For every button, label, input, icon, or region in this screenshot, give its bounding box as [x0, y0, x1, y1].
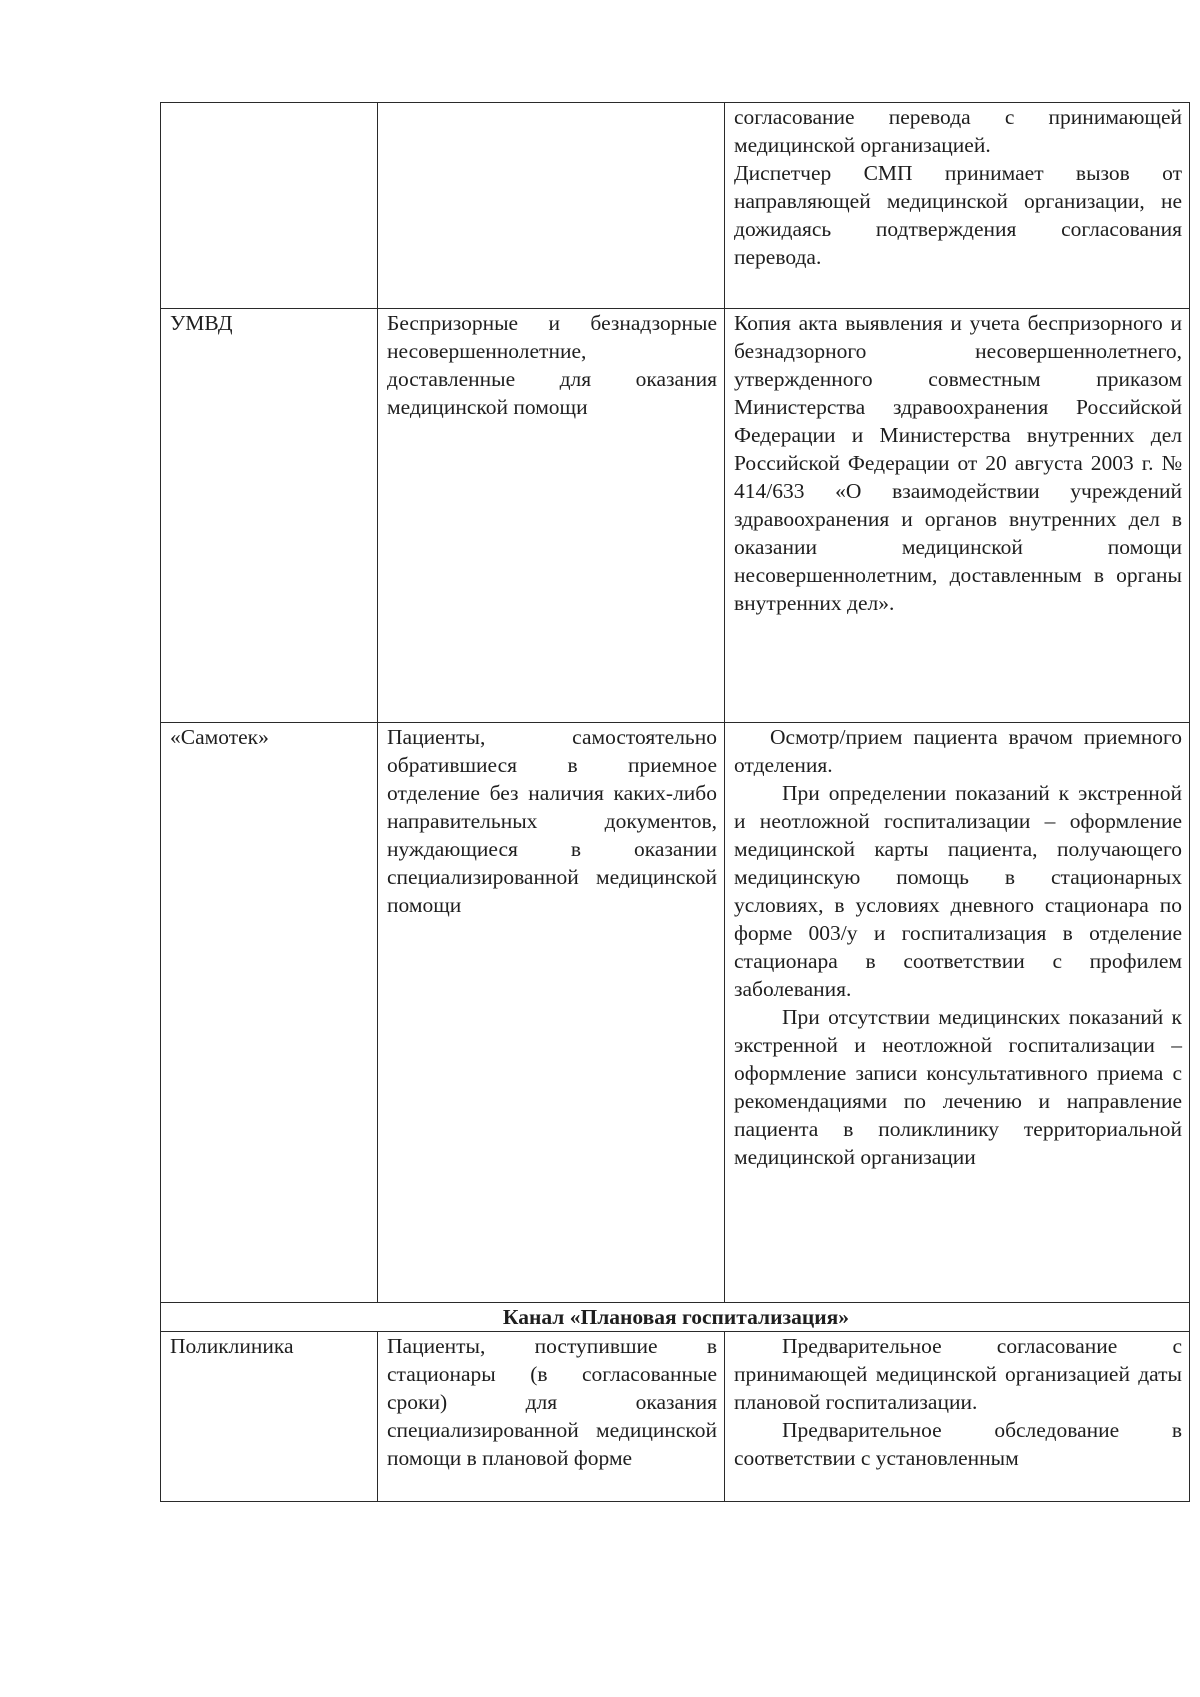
hospitalization-table: [160, 102, 1190, 1502]
source-cell: Поликлиника: [161, 1332, 378, 1502]
table-row: [161, 723, 1190, 1303]
table-row: [161, 1332, 1190, 1502]
contingent-cell: [378, 103, 725, 309]
channel-title: Канал «Плановая госпитализация»: [161, 1303, 1190, 1332]
source-cell: «Самотек»: [161, 723, 378, 1303]
action-paragraph: При определении показаний к экстренной и неотложной госпитализации – оформление медицинской карты пациента, получающего медицинскую помощь в стационарных условиях, в условиях дневного стационара по форме 003/у и госпитализация в отделение стационара в соответствии с профилем заболевания.: [734, 781, 1182, 1001]
action-paragraph: Копия акта выявления и учета беспризорного и безнадзорного несовершеннолетнего, утвержденного совместным приказом Министерства здравоохранения Российской Федерации и Министерства внутренних дел Российской Федерации от 20 августа 2003 г. № 414/633 «О взаимодействии учреждений здравоохранения и органов внутренних дел в оказании медицинской помощи несовершеннолетним, доставленным в органы внутренних дел».: [734, 311, 1182, 615]
action-paragraph: Предварительное согласование с принимающей медицинской организацией даты плановой госпитализации.: [734, 1334, 1182, 1414]
actions-cell: [725, 1332, 1190, 1502]
action-paragraph: согласование перевода с принимающей медицинской организацией.: [734, 105, 1182, 157]
contingent-cell: Пациенты, самостоятельно обратившиеся в приемное отделение без наличия каких-либо направительных документов, нуждающиеся в оказании специализированной медицинской помощи: [378, 723, 725, 1303]
actions-cell: [725, 103, 1190, 309]
actions-cell: [725, 309, 1190, 723]
action-paragraph: Предварительное обследование в соответствии с установленным: [734, 1418, 1182, 1470]
action-paragraph: Диспетчер СМП принимает вызов от направляющей медицинской организации, не дожидаясь подтверждения согласования перевода.: [734, 161, 1182, 269]
contingent-cell: Пациенты, поступившие в стационары (в согласованные сроки) для оказания специализированной медицинской помощи в плановой форме: [378, 1332, 725, 1502]
channel-header-row: [161, 1303, 1190, 1332]
source-cell: УМВД: [161, 309, 378, 723]
table-row: [161, 309, 1190, 723]
contingent-cell: Беспризорные и безнадзорные несовершеннолетние, доставленные для оказания медицинской помощи: [378, 309, 725, 723]
action-paragraph: Осмотр/прием пациента врачом приемного отделения.: [734, 725, 1182, 777]
table-row: [161, 103, 1190, 309]
actions-cell: [725, 723, 1190, 1303]
action-paragraph: При отсутствии медицинских показаний к экстренной и неотложной госпитализации – оформление записи консультативного приема с рекомендациями по лечению и направление пациента в поликлинику территориальной медицинской организации: [734, 1005, 1182, 1169]
source-cell: [161, 103, 378, 309]
